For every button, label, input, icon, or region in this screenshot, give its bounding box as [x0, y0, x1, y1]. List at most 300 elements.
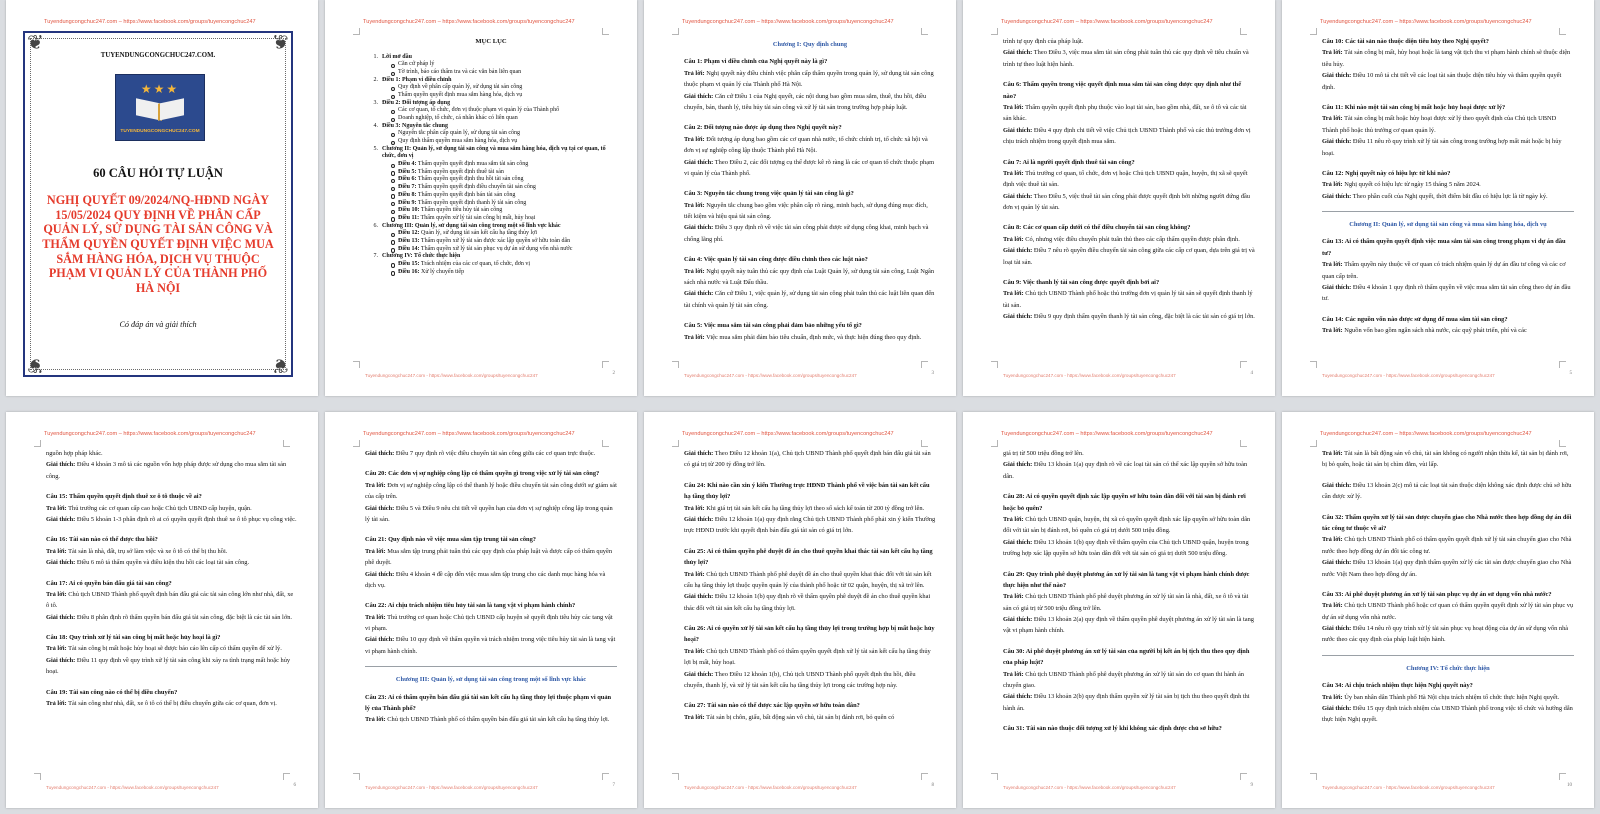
answer-label: Trả lời:	[365, 547, 386, 555]
toc-subitem	[365, 184, 617, 192]
explanation-line	[684, 222, 936, 245]
answer-text: Mua sắm tập trung phải tuân thủ các quy định của pháp luật và được cấp có thẩm quyền phê duyệt.	[365, 547, 613, 567]
corner-mark	[1310, 773, 1317, 780]
toc-subitem-text: Thẩm quyền quyết định điều chuyển tài sản công	[417, 184, 536, 191]
toc-chapter	[365, 54, 617, 62]
question-block	[684, 623, 936, 691]
question-block	[1003, 277, 1255, 323]
toc-subitem-text: Quy định thẩm quyền mua sắm hàng hóa, dịch vụ	[398, 138, 518, 145]
page-7[interactable]	[325, 412, 637, 808]
explanation-text: Điều 8 phân định rõ thẩm quyền bán đấu giá tài sản công, đặc biệt là các tài sản lớn.	[76, 613, 292, 621]
corner-mark	[991, 28, 998, 35]
cover-main-title: NGHỊ QUYẾT 09/2024/NQ-HĐND NGÀY 15/05/2024 QUY ĐỊNH VỀ PHÂN CẤP QUẢN LÝ, SỬ DỤNG TÀI SẢN CÔNG VÀ THẨM QUYỀN QUYẾT ĐỊNH VIỆC MUA SẮM HÀNG HÓA, DỊCH VỤ THUỘC PHẠM VI QUẢN LÝ CỦA THÀNH PHỐ HÀ NỘI	[42, 193, 274, 295]
corner-mark	[672, 440, 679, 447]
page-number: 5	[1569, 371, 1572, 376]
explanation-line	[1003, 191, 1255, 214]
answer-line	[1003, 514, 1255, 537]
page-footer: Tuyendungcongchuc247.com - https://www.facebook.com/groups/tuyencongchuc247	[1322, 785, 1495, 790]
toc-subitem	[365, 69, 617, 77]
answer-text: Chủ tịch UBND quận, huyện, thị xã có quyền quyết định xác lập quyền sở hữu toàn dân đối với tài sản bị đánh rơi, bỏ quên có giá trị dưới 500 triệu đồng.	[1003, 515, 1251, 535]
answer-text: Tài sản là nhà, đất, trụ sở làm việc và xe ô tô có thể bị thu hồi.	[68, 547, 228, 555]
answer-label: Trả lời:	[684, 713, 705, 721]
toc-subitem-text: Thẩm quyền quyết định thu hồi tài sản công	[417, 176, 524, 183]
explanation-label: Giải thích:	[684, 670, 714, 678]
corner-mark	[1310, 440, 1317, 447]
page-footer: Tuyendungcongchuc247.com - https://www.facebook.com/groups/tuyencongchuc247	[365, 373, 538, 378]
answer-label: Trả lời:	[1322, 115, 1343, 123]
toc-subitem-text: Thẩm quyền xử lý tài sản được xác lập quyền sở hữu toàn dân	[420, 237, 571, 244]
answer-label: Trả lời:	[1322, 450, 1343, 457]
explanation-line	[1003, 537, 1255, 560]
answer-line	[684, 569, 936, 592]
answer-label: Trả lời:	[46, 547, 67, 555]
answer-label: Trả lời:	[684, 69, 705, 77]
page-footer: Tuyendungcongchuc247.com - https://www.facebook.com/groups/tuyencongchuc247	[684, 373, 857, 378]
toc-subitem-article: Điều 15:	[398, 260, 420, 267]
cover-frame	[23, 31, 293, 377]
explanation-line	[684, 157, 936, 180]
toc-subitem	[365, 130, 617, 138]
toc-subitem	[365, 230, 617, 238]
answer-text: Thủ trưởng các cơ quan cấp cao hoặc Chủ tịch UBND cấp huyện, quận.	[68, 504, 252, 512]
question-text: Câu 1: Phạm vi điều chỉnh của Nghị quyết này là gì?	[684, 58, 828, 66]
answer-text: Có, nhưng việc điều chuyển phải tuân thủ theo các cấp thẩm quyền được phân định.	[1025, 235, 1240, 243]
answer-label: Trả lời:	[1322, 536, 1343, 544]
explanation-line	[1003, 459, 1255, 482]
explanation-text: Điều 7 nêu rõ quyền điều chuyển tài sản công giữa các cấp cơ quan, dựa trên giá trị và loại tài sản.	[1003, 247, 1255, 266]
toc-chapter-title: Lời mở đầu	[382, 53, 412, 60]
answer-line	[684, 200, 936, 223]
page-body	[684, 36, 936, 356]
corner-mark	[672, 773, 679, 780]
explanation-line	[1322, 70, 1574, 93]
page-4[interactable]	[963, 0, 1275, 396]
answer-text: Thẩm quyền quyết định phụ thuộc vào loại tài sản, bao gồm nhà, đất, xe ô tô và các tài sản khác.	[1003, 103, 1247, 123]
page-header: Tuyendungcongchuc247.com – https://www.facebook.com/groups/tuyencongchuc247	[1001, 431, 1213, 437]
toc-subitem-article: Điều 14:	[398, 245, 420, 252]
corner-mark	[921, 361, 928, 368]
question-block	[1322, 102, 1574, 159]
explanation-label: Giải thích:	[1322, 192, 1352, 200]
corner-mark	[921, 28, 928, 35]
answer-label: Trả lời:	[1003, 290, 1024, 298]
continued-text: trình tự quy định của pháp luật.	[1003, 38, 1084, 45]
question-block	[365, 692, 617, 726]
explanation-line	[46, 557, 298, 568]
explanation-line	[365, 448, 617, 459]
answer-text: Tài sản công bị mất, hủy hoại hoặc là tang vật tịch thu vi phạm hành chính sẽ thuộc diện tiêu hủy.	[1322, 49, 1571, 68]
question-text: Câu 10: Các tài sản nào thuộc diện tiêu hủy theo Nghị quyết?	[1322, 38, 1489, 45]
explanation-text: Điều 13 khoản 2(a) quy định về thẩm quyền phê duyệt phương án xử lý tài sản là tang vật vi phạm hành chính.	[1003, 616, 1254, 635]
toc-subitem-article: Điều 5:	[398, 168, 417, 175]
corner-mark	[353, 361, 360, 368]
answer-label: Trả lời:	[684, 135, 705, 143]
question-block	[684, 188, 936, 245]
corner-mark	[602, 28, 609, 35]
page-footer: Tuyendungcongchuc247.com - https://www.facebook.com/groups/tuyencongchuc247	[684, 785, 857, 790]
answer-label: Trả lời:	[1003, 593, 1024, 601]
explanation-text: Căn cứ Điều 1, việc quản lý, sử dụng tài sản công phải tuân thủ các luật liên quan đến tài chính và quản lý tài sản công.	[684, 290, 935, 309]
ornament-icon: ❦	[272, 32, 289, 54]
question-block	[1322, 314, 1574, 337]
question-text: Câu 4: Việc quản lý tài sản công được điều chỉnh theo các luật nào?	[684, 256, 868, 264]
question-block	[1003, 157, 1255, 214]
toc-subitem	[365, 92, 617, 100]
explanation-text: Điều 6 mô tả thẩm quyền và điều kiện thu hồi các loại tài sản công.	[76, 559, 250, 567]
question-text: Câu 29: Quy trình phê duyệt phương án xử lý tài sản là tang vật vi phạm hành chính được thực hiện như thế nào?	[1003, 570, 1250, 589]
corner-mark	[602, 440, 609, 447]
page-header: Tuyendungcongchuc247.com – https://www.facebook.com/groups/tuyencongchuc247	[1001, 19, 1213, 25]
corner-mark	[672, 28, 679, 35]
question-block	[684, 320, 936, 343]
toc-subitem	[365, 215, 617, 223]
corner-mark	[602, 773, 609, 780]
answer-text: Thủ trưởng cơ quan hoặc Chủ tịch UBND cấp huyện sẽ quyết định tiêu hủy các tang vật vi phạm.	[365, 613, 613, 633]
corner-mark	[1310, 28, 1317, 35]
toc-subitem-article: Điều 11:	[398, 214, 420, 221]
explanation-text: Điều 5 và Điều 9 nêu chi tiết về quyền hạn của đơn vị sự nghiệp công lập trong quản lý tài sản.	[365, 504, 613, 523]
corner-mark	[1240, 361, 1247, 368]
logo-text: TUYENDUNGCONGCHUC247.COM	[120, 129, 200, 134]
answer-text: Tài sản công như nhà, đất, xe ô tô có thể bị điều chuyển giữa các cơ quan, đơn vị.	[68, 700, 277, 708]
toc-subitem	[365, 161, 617, 169]
explanation-text: Theo Điều 5, việc thuê tài sản công phải được quyết định bởi những người đứng đầu đơn vị quản lý tài sản.	[1003, 192, 1250, 212]
explanation-text: Căn cứ Điều 1 của Nghị quyết, các nội dung bao gồm mua sắm, thuê, thu hồi, điều chuyển, bán, thanh lý, tiêu hủy tài sản công và xử lý tài sản trong trường hợp pháp luật.	[684, 92, 927, 111]
explanation-text: Điều 11 nêu rõ quy trình xử lý tài sản công trong trường hợp mất mát hoặc bị hủy hoại.	[1322, 138, 1562, 157]
answer-label: Trả lời:	[1003, 235, 1024, 243]
explanation-label: Giải thích:	[1322, 625, 1352, 633]
explanation-label: Giải thích:	[1322, 72, 1352, 80]
answer-line	[1003, 102, 1255, 125]
explanation-line	[46, 655, 298, 678]
page-body	[1003, 448, 1255, 768]
toc-subitem-text: Doanh nghiệp, tổ chức, cá nhân khác có liên quan	[398, 115, 518, 122]
toc-subitem	[365, 261, 617, 269]
answer-text: Việc mua sắm phải đảm bảo tiêu chuẩn, định mức, và thực hiện đúng theo quy định.	[706, 333, 922, 341]
explanation-label: Giải thích:	[1003, 461, 1033, 469]
answer-line	[46, 698, 298, 709]
toc-chapter	[365, 253, 617, 261]
explanation-label: Giải thích:	[46, 461, 76, 469]
explanation-line	[1322, 557, 1574, 580]
answer-text: Chủ tịch UBND Thành phố quyết định bán đấu giá các tài sản công lớn như nhà, đất, xe ô tô.	[46, 590, 294, 610]
page-number: 4	[1250, 371, 1253, 376]
explanation-line	[1322, 480, 1574, 503]
explanation-label: Giải thích:	[46, 613, 76, 621]
page-10[interactable]	[1282, 412, 1594, 808]
question-block	[1322, 589, 1574, 646]
answer-label: Trả lời:	[1003, 169, 1024, 177]
answer-text: Khi giá trị tài sản kết cấu hạ tầng thủy lợi theo sổ sách kế toán từ 200 tỷ đồng trở lên.	[706, 504, 925, 512]
toc-subitem-text: Thẩm quyền quyết định thanh lý tài sản công	[417, 199, 527, 206]
explanation-line	[1322, 136, 1574, 159]
answer-text: Chủ tịch UBND Thành phố phê duyệt phương án xử lý tài sản do cơ quan thi hành án chuyển giao.	[1003, 670, 1244, 690]
question-block	[46, 578, 298, 624]
explanation-text: Điều 4 khoản 4 đề cập đến việc mua sắm tập trung cho các danh mục hàng hóa và dịch vụ.	[365, 570, 606, 589]
explanation-text: Điều 10 mô tả chi tiết về các loại tài sản thuộc diện tiêu hủy và thẩm quyền quyết định.	[1322, 72, 1562, 91]
explanation-label: Giải thích:	[1322, 481, 1352, 489]
answer-line	[1003, 168, 1255, 191]
explanation-text: Theo Điều 3, việc mua sắm tài sản công phải tuân thủ các quy định về tiêu chuẩn và trình tự theo luật hiện hành.	[1003, 49, 1249, 68]
answer-label: Trả lời:	[684, 333, 705, 341]
explanation-text: Theo Điều 2, các đối tượng cụ thể được kê rõ ràng là các cơ quan tổ chức thuộc phạm vi quản lý của Thành phố.	[684, 158, 935, 177]
question-block	[684, 546, 936, 614]
question-block	[365, 468, 617, 525]
question-text: Câu 20: Các đơn vị sự nghiệp công lập có thẩm quyền gì trong việc xử lý tài sản công?	[365, 470, 600, 478]
answer-label: Trả lời:	[1003, 670, 1024, 678]
question-text: Câu 18: Quy trình xử lý tài sản công bị mất hoặc hủy hoại là gì?	[46, 634, 221, 642]
question-text: Câu 27: Tài sản nào có thể được xác lập quyền sở hữu toàn dân?	[684, 702, 860, 710]
answer-label: Trả lời:	[1322, 327, 1343, 335]
cover-subtitle: Có đáp án và giải thích	[119, 320, 197, 329]
page-number: 8	[931, 783, 934, 788]
explanation-text: Điều 4 khoản 3 mô tả các nguồn vốn hợp pháp được sử dụng cho mua sắm tài sản công.	[46, 461, 287, 480]
explanation-line	[684, 514, 936, 537]
toc-chapter-number: 6.	[373, 222, 378, 229]
page-footer: Tuyendungcongchuc247.com - https://www.facebook.com/groups/tuyencongchuc247	[1322, 373, 1495, 378]
question-text: Câu 32: Thẩm quyền xử lý tài sản được chuyển giao cho Nhà nước theo hợp đồng dự án đối tác công tư thuộc về ai?	[1322, 513, 1572, 532]
toc-subitem	[365, 176, 617, 184]
toc-subitem-article: Điều 4:	[398, 161, 417, 168]
toc-chapter-number: 5.	[373, 145, 378, 152]
toc-subitem-text: Nguyên tắc phân cấp quản lý, sử dụng tài sản công	[398, 130, 521, 137]
question-text: Câu 23: Ai có thẩm quyền bán đấu giá tài sản kết cấu hạ tầng thủy lợi thuộc phạm vi quản lý của Thành phố?	[365, 693, 612, 713]
answer-line	[46, 589, 298, 612]
answer-text: Thủ trưởng cơ quan, tổ chức, đơn vị hoặc Chủ tịch UBND quận, huyện, thị xã sẽ quyết định việc thuê tài sản.	[1003, 169, 1248, 189]
explanation-label: Giải thích:	[684, 158, 714, 166]
page-6[interactable]	[6, 412, 318, 808]
explanation-text: Điều 13 khoản 1(b) quy định về thẩm quyền của Chủ tịch UBND quận, huyện trong trường hợp xác lập quyền sở hữu toàn dân đối với tài sản có giá trị dưới 500 triệu đồng.	[1003, 538, 1249, 558]
page-body	[1322, 448, 1574, 768]
toc-subitem-article: Điều 8:	[398, 191, 417, 198]
answer-text: Tài sản công bị mất hoặc hủy hoại được xử lý theo quyết định của Chủ tịch UBND Thành phố hoặc thủ trưởng cơ quan quản lý.	[1322, 115, 1557, 134]
section-divider	[365, 666, 617, 667]
answer-text: Chủ tịch UBND Thành phố có thẩm quyền quyết định xử lý tài sản chuyển giao cho Nhà nước theo hợp đồng dự án đối tác công tư.	[1322, 536, 1572, 555]
question-text: Câu 21: Quy định nào về việc mua sắm tập trung tài sản công?	[365, 536, 536, 544]
answer-label: Trả lời:	[684, 201, 705, 209]
answer-label: Trả lời:	[684, 504, 705, 512]
explanation-label: Giải thích:	[1322, 138, 1352, 146]
answer-label: Trả lời:	[365, 613, 386, 621]
corner-mark	[1240, 773, 1247, 780]
question-block	[1003, 723, 1255, 734]
corner-mark	[991, 361, 998, 368]
answer-line	[1322, 692, 1574, 703]
page-header: Tuyendungcongchuc247.com – https://www.facebook.com/groups/tuyencongchuc247	[363, 19, 575, 25]
explanation-line	[1003, 311, 1255, 322]
explanation-label: Giải thích:	[1322, 559, 1352, 567]
toc-subitem	[365, 192, 617, 200]
answer-label: Trả lời:	[684, 570, 705, 578]
answer-label: Trả lời:	[365, 716, 386, 724]
toc-subitem-article: Điều 6:	[398, 176, 417, 183]
toc-subitem-article: Điều 9:	[398, 199, 417, 206]
toc-subitem-article: Điều 10:	[398, 207, 420, 214]
explanation-label: Giải thích:	[365, 570, 395, 578]
explanation-line	[46, 514, 298, 525]
answer-line	[1322, 600, 1574, 623]
answer-text: Nguồn vốn bao gồm ngân sách nhà nước, các quỹ phát triển, phí và các	[1344, 327, 1527, 335]
answer-line	[684, 134, 936, 157]
continued-text: nguồn hợp pháp khác.	[46, 450, 103, 457]
corner-mark	[353, 773, 360, 780]
answer-line	[684, 646, 936, 669]
answer-text: Chủ tịch UBND Thành phố có thẩm quyền quyết định xử lý tài sản kết cấu hạ tầng thủy lợi bị mất, hủy hoại.	[684, 647, 931, 667]
answer-line	[684, 712, 936, 723]
explanation-label: Giải thích:	[1003, 313, 1033, 321]
question-text: Câu 5: Việc mua sắm tài sản công phải đảm bảo những yếu tố gì?	[684, 322, 862, 330]
page-3[interactable]	[644, 0, 956, 396]
answer-label: Trả lời:	[46, 590, 67, 598]
explanation-label: Giải thích:	[1003, 616, 1033, 624]
page-number: 2	[612, 371, 615, 376]
answer-label: Trả lời:	[684, 267, 705, 275]
toc-subitem	[365, 269, 617, 277]
toc-chapter	[365, 146, 617, 161]
answer-line	[1322, 259, 1574, 282]
answer-text: Đối tượng áp dụng bao gồm các cơ quan nhà nước, tổ chức chính trị, tổ chức xã hội và đơn vị sự nghiệp công lập thuộc Thành phố Hà Nội.	[684, 135, 928, 155]
answer-line	[684, 68, 936, 91]
chapter-heading: Chương II: Quản lý, sử dụng tài sản công và mua sắm hàng hóa, dịch vụ	[1349, 221, 1547, 229]
explanation-label: Giải thích:	[1003, 693, 1033, 701]
page-footer: Tuyendungcongchuc247.com - https://www.facebook.com/groups/tuyencongchuc247	[46, 785, 219, 790]
page-1-cover[interactable]	[6, 0, 318, 396]
explanation-text: Điều 10 quy định về thẩm quyền và trách nhiệm trong việc tiêu hủy tài sản là tang vật vi phạm hành chính.	[365, 636, 616, 655]
explanation-line	[46, 612, 298, 623]
question-text: Câu 2: Đối tượng nào được áp dụng theo Nghị quyết này?	[684, 124, 842, 132]
answer-line	[1003, 288, 1255, 311]
explanation-text: Điều 13 khoản 1(a) quy định thẩm quyền xử lý các tài sản được chuyển giao cho Nhà nước Việt Nam theo hợp đồng dự án.	[1322, 559, 1572, 578]
answer-text: Nguyên tắc chung bao gồm việc phân cấp rõ ràng, minh bạch, sử dụng đúng mục đích, tiết kiệm và hiệu quả tài sản công.	[684, 201, 928, 221]
explanation-line	[1003, 691, 1255, 714]
answer-line	[1322, 179, 1574, 190]
answer-label: Trả lời:	[365, 481, 386, 489]
question-block	[684, 480, 936, 537]
toc-subitem-text: Tờ trình, báo cáo thẩm tra và các văn bản liên quan	[398, 69, 522, 76]
answer-label: Trả lời:	[1003, 515, 1024, 523]
answer-label: Trả lời:	[1003, 103, 1024, 111]
explanation-line	[1322, 623, 1574, 646]
toc-subitem	[365, 107, 617, 115]
answer-line	[365, 714, 617, 725]
answer-line	[1003, 234, 1255, 245]
explanation-line	[1003, 47, 1255, 70]
toc-chapter-title: Chương IV: Tổ chức thực hiện	[382, 253, 461, 260]
corner-mark	[1559, 28, 1566, 35]
toc-chapter-number: 2.	[373, 76, 378, 83]
question-block	[1003, 569, 1255, 637]
explanation-text: Theo Điều 12 khoản 1(b), Chủ tịch UBND Thành phố quyết định thu hồi, điều chuyển, thanh lý, và xử lý tài sản kết cấu hạ tầng thủy lợi trong các trường hợp này.	[684, 670, 916, 690]
page-5[interactable]	[1282, 0, 1594, 396]
answer-line	[684, 332, 936, 343]
page-number: 7	[612, 783, 615, 788]
question-block	[1003, 646, 1255, 714]
continued-text: giá trị từ 500 triệu đồng trở lên.	[1003, 450, 1084, 457]
page-9[interactable]	[963, 412, 1275, 808]
page-header: Tuyendungcongchuc247.com – https://www.facebook.com/groups/tuyencongchuc247	[682, 19, 894, 25]
answer-line	[1322, 325, 1574, 336]
toc-subitem-article: Điều 12:	[398, 230, 420, 237]
explanation-label: Giải thích:	[684, 450, 714, 457]
corner-mark	[991, 440, 998, 447]
answer-text: Chủ tịch UBND Thành phố phê duyệt đề án cho thuê quyền khai thác đối với tài sản kết cấu hạ tầng thủy lợi thuộc quyền quản lý của thành phố hoặc từ 02 quận, huyện, thị xã trở lên.	[684, 570, 932, 589]
question-text: Câu 31: Tài sản nào thuộc đối tượng xử lý khi không xác định được chủ sở hữu?	[1003, 725, 1222, 733]
toc-subitem-article: Điều 13:	[398, 237, 420, 244]
corner-mark	[991, 773, 998, 780]
corner-mark	[283, 440, 290, 447]
corner-mark	[672, 361, 679, 368]
answer-label: Trả lời:	[46, 645, 67, 653]
explanation-label: Giải thích:	[1003, 126, 1033, 134]
toc-chapter-number: 7.	[373, 253, 378, 260]
page-footer: Tuyendungcongchuc247.com - https://www.facebook.com/groups/tuyencongchuc247	[365, 785, 538, 790]
answer-text: Ủy ban nhân dân Thành phố Hà Nội chịu trách nhiệm tổ chức thực hiện Nghị quyết.	[1344, 693, 1560, 701]
explanation-text: Điều 13 khoản 1(a) quy định rõ về các loại tài sản có thể xác lập quyền sở hữu toàn dân.	[1003, 461, 1248, 480]
page-footer: Tuyendungcongchuc247.com - https://www.facebook.com/groups/tuyencongchuc247	[1003, 373, 1176, 378]
page-2-toc[interactable]	[325, 0, 637, 396]
corner-mark	[921, 440, 928, 447]
question-block	[46, 687, 298, 710]
section-divider	[1322, 211, 1574, 212]
question-text: Câu 19: Tài sản công nào có thể bị điều chuyển?	[46, 688, 178, 696]
toc-subitem-text: Thẩm quyền quyết định bán tài sản công	[417, 191, 516, 198]
toc-title: MỤC LỤC	[475, 38, 507, 45]
chapter-heading: Chương I: Quy định chung	[772, 41, 848, 48]
toc-subitem	[365, 238, 617, 246]
explanation-line	[684, 669, 936, 692]
question-block	[1003, 79, 1255, 147]
toc-subitem	[365, 207, 617, 215]
answer-text: Nghị quyết có hiệu lực từ ngày 15 tháng 5 năm 2024.	[1344, 181, 1481, 189]
page-header: Tuyendungcongchuc247.com – https://www.facebook.com/groups/tuyencongchuc247	[44, 431, 256, 437]
page-body	[46, 448, 298, 768]
toc-subitem-article: Điều 16:	[398, 268, 420, 275]
question-block	[1322, 36, 1574, 93]
toc-subitem	[365, 138, 617, 146]
toc-subitem	[365, 61, 617, 69]
answer-line	[46, 546, 298, 557]
answer-text: Nghị quyết này tuân thủ các quy định của Luật Quản lý, sử dụng tài sản công, Luật Ngân sách nhà nước và Luật Đấu thầu.	[684, 267, 935, 287]
toc-subitem-text: Căn cứ pháp lý	[398, 61, 435, 68]
toc-subitem-text: Thẩm quyền quyết định mua sắm tài sản công	[417, 161, 529, 168]
corner-mark	[283, 773, 290, 780]
cover-site-name: TUYENDUNGCONGCHUC247.COM.	[100, 52, 216, 59]
explanation-line	[46, 459, 298, 482]
question-block	[1003, 491, 1255, 559]
page-footer: Tuyendungcongchuc247.com - https://www.facebook.com/groups/tuyencongchuc247	[1003, 785, 1176, 790]
explanation-text: Điều 4 khoản 1 quy định rõ thẩm quyền về việc mua sắm tài sản công theo dự án đầu tư.	[1322, 284, 1571, 303]
page-body	[1322, 36, 1574, 356]
question-text: Câu 25: Ai có thẩm quyền phê duyệt đề án cho thuê quyền khai thác tài sản kết cấu hạ tầng thủy lợi?	[684, 547, 933, 567]
answer-line	[1322, 448, 1574, 471]
answer-line	[365, 546, 617, 569]
toc-chapter-title: Điều 1: Phạm vi điều chỉnh	[382, 76, 452, 83]
ornament-icon: ❦	[272, 354, 289, 376]
answer-label: Trả lời:	[1322, 49, 1343, 57]
explanation-text: Điều 7 quy định rõ việc điều chuyển tài sản công giữa các cơ quan trực thuộc.	[395, 450, 596, 457]
page-header: Tuyendungcongchuc247.com – https://www.facebook.com/groups/tuyencongchuc247	[1320, 431, 1532, 437]
toc-subitem	[365, 84, 617, 92]
explanation-line	[684, 91, 936, 114]
toc-subitem-text: Trách nhiệm của các cơ quan, tổ chức, đơn vị	[420, 260, 531, 267]
explanation-text: Điều 4 quy định chi tiết về việc Chủ tịch UBND Thành phố và các thủ trưởng đơn vị chịu trách nhiệm trong quyết định mua sắm.	[1003, 126, 1251, 146]
toc-subitem-text: Thẩm quyền tiêu hủy tài sản công	[420, 207, 503, 214]
page-header: Tuyendungcongchuc247.com – https://www.facebook.com/groups/tuyencongchuc247	[363, 431, 575, 437]
answer-line	[46, 643, 298, 654]
question-text: Câu 11: Khi nào một tài sản công bị mất hoặc hủy hoại được xử lý?	[1322, 103, 1506, 111]
explanation-label: Giải thích:	[1003, 192, 1033, 200]
page-8[interactable]	[644, 412, 956, 808]
